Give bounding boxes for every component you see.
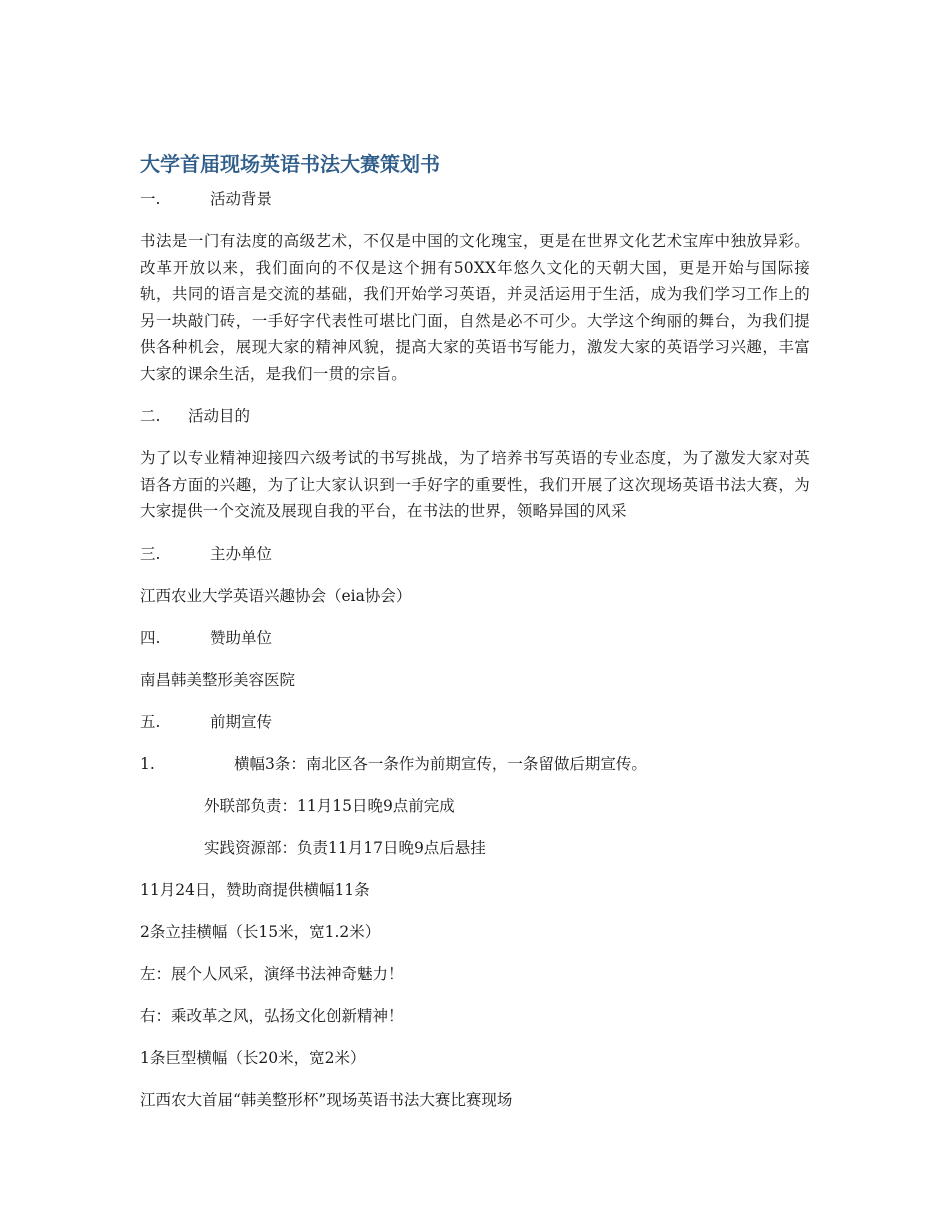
section-number: 一. — [140, 190, 161, 208]
organizer-text: 江西农业大学英语兴趣协会（eia协会） — [140, 586, 412, 605]
list-item — [140, 751, 810, 777]
document-page — [140, 148, 810, 1129]
promo-line: 2条立挂横幅（长15米，宽1.2米） — [140, 922, 381, 941]
section-heading-promotion — [140, 709, 810, 735]
document-title: 大学首届现场英语书法大赛策划书 — [140, 152, 440, 176]
promo-line: 11月24日，赞助商提供横幅11条 — [140, 880, 370, 899]
promo-line: 左：展个人风采，演绎书法神奇魅力！ — [140, 964, 404, 983]
purpose-paragraph: 为了以专业精神迎接四六级考试的书写挑战，为了培养书写英语的专业态度，为了激发大家对英语各方面的兴趣，为了让大家认识到一手好字的重要性，我们开展了这次现场英语书法大赛，为大家提供一个交流及展现自我的平台，在书法的世界，领略异国的风采 — [140, 449, 810, 520]
section-number: 五. — [140, 712, 161, 731]
section-heading-purpose — [140, 403, 810, 429]
background-paragraph: 书法是一门有法度的高级艺术，不仅是中国的文化瑰宝，更是在世界文化艺术宝库中独放异彩。改革开放以来，我们面向的不仅是这个拥有50XX年悠久文化的天朝大国，更是开始与国际接轨，共同的语言是交流的基础，我们开始学习英语，并灵活运用于生活，成为我们学习工作上的另一块敲门砖，一手好字代表性可堪比门面，自然是必不可少。大学这个绚丽的舞台，为我们提供各种机会，展现大家的精神风貌，提高大家的英语书写能力，激发大家的英语学习兴趣，丰富大家的课余生活，是我们一贯的宗旨。 — [140, 232, 810, 383]
section-heading-sponsor — [140, 625, 810, 651]
promo-line: 江西农大首届“韩美整形杯”现场英语书法大赛比赛现场 — [140, 1090, 513, 1109]
section-label: 赞助单位 — [210, 628, 273, 647]
sponsor-text: 南昌韩美整形美容医院 — [140, 670, 296, 689]
section-heading-organizer — [140, 541, 810, 567]
section-number: 三. — [140, 544, 161, 563]
list-text: 横幅3条：南北区各一条作为前期宣传，一条留做后期宣传。 — [234, 754, 647, 773]
promo-sub-line: 实践资源部：负责11月17日晚9点后悬挂 — [204, 838, 486, 857]
list-number: 1. — [140, 754, 155, 773]
section-label: 前期宣传 — [210, 712, 273, 731]
section-number: 二. — [140, 407, 161, 425]
promo-line: 1条巨型横幅（长20米，宽2米） — [140, 1048, 366, 1067]
section-label: 活动目的 — [188, 407, 251, 425]
section-heading-background — [140, 186, 810, 212]
promo-sub-line: 外联部负责：11月15日晚9点前完成 — [204, 796, 455, 815]
promo-line: 右：乘改革之风，弘扬文化创新精神！ — [140, 1006, 404, 1025]
section-number: 四. — [140, 628, 161, 647]
section-label: 主办单位 — [210, 544, 273, 563]
section-label: 活动背景 — [210, 190, 273, 208]
